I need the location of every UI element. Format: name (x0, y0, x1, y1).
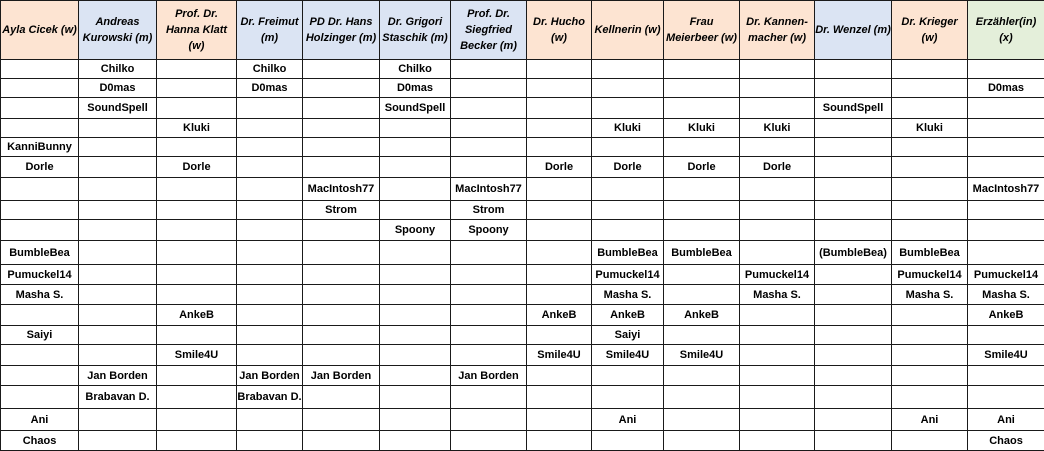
table-cell (380, 241, 451, 265)
table-cell (892, 60, 968, 79)
table-cell (380, 119, 451, 138)
table-cell (303, 157, 380, 178)
table-cell (157, 285, 237, 305)
table-cell (527, 178, 592, 201)
table-cell: D0mas (79, 79, 157, 98)
table-cell (303, 79, 380, 98)
table-cell: Masha S. (892, 285, 968, 305)
table-cell (79, 119, 157, 138)
table-cell: BumbleBea (892, 241, 968, 265)
table-cell: Chilko (237, 60, 303, 79)
table-cell: D0mas (968, 79, 1044, 98)
table-cell: AnkeB (968, 305, 1044, 326)
table-cell (815, 326, 892, 345)
table-cell (892, 345, 968, 366)
table-cell (380, 386, 451, 409)
table-row (1, 220, 1044, 241)
table-cell (527, 409, 592, 431)
table-cell (527, 326, 592, 345)
table-cell (664, 366, 740, 386)
table-cell (303, 60, 380, 79)
table-cell (815, 178, 892, 201)
table-row (1, 60, 1044, 79)
table-row (1, 409, 1044, 431)
table-cell: Chilko (79, 60, 157, 79)
table-cell (237, 220, 303, 241)
table-cell: Saiyi (1, 326, 79, 345)
table-cell (892, 157, 968, 178)
table-cell: Pumuckel14 (592, 265, 664, 285)
table-cell: Masha S. (968, 285, 1044, 305)
table-cell: Spoony (380, 220, 451, 241)
table-cell (157, 201, 237, 220)
table-cell (968, 60, 1044, 79)
table-cell (1, 60, 79, 79)
table-cell (527, 119, 592, 138)
table-cell (451, 157, 527, 178)
table-cell: Pumuckel14 (740, 265, 815, 285)
column-header: Kellnerin (w) (592, 1, 664, 60)
table-cell (380, 201, 451, 220)
table-cell (1, 366, 79, 386)
table-cell: Smile4U (592, 345, 664, 366)
table-row (1, 345, 1044, 366)
table-cell: AnkeB (157, 305, 237, 326)
table-cell (968, 98, 1044, 119)
table-cell: Kluki (592, 119, 664, 138)
table-cell (815, 305, 892, 326)
table-cell (592, 386, 664, 409)
table-cell (1, 305, 79, 326)
table-cell (380, 157, 451, 178)
table-cell (451, 138, 527, 157)
table-cell (527, 201, 592, 220)
table-cell (157, 386, 237, 409)
table-row (1, 386, 1044, 409)
table-cell: Masha S. (1, 285, 79, 305)
table-cell: Dorle (664, 157, 740, 178)
table-cell: D0mas (237, 79, 303, 98)
table-cell (815, 345, 892, 366)
table-cell (664, 98, 740, 119)
table-cell (815, 366, 892, 386)
table-cell: Masha S. (592, 285, 664, 305)
table-cell (79, 265, 157, 285)
table-cell (968, 386, 1044, 409)
table-cell (815, 157, 892, 178)
table-cell (157, 79, 237, 98)
table-cell (303, 265, 380, 285)
table-row (1, 366, 1044, 386)
table-body (1, 60, 1044, 451)
table-cell (79, 157, 157, 178)
table-cell (157, 366, 237, 386)
table-cell: Dorle (527, 157, 592, 178)
table-cell (237, 138, 303, 157)
column-header: Dr. Grigori Staschik (m) (380, 1, 451, 60)
table-cell (79, 305, 157, 326)
table-cell (237, 305, 303, 326)
table-cell (451, 305, 527, 326)
table-cell (527, 60, 592, 79)
table-cell: Kluki (157, 119, 237, 138)
table-cell: Brabavan D. (79, 386, 157, 409)
table-row (1, 265, 1044, 285)
table-cell (157, 220, 237, 241)
table-cell (815, 285, 892, 305)
table-cell: D0mas (380, 79, 451, 98)
table-cell (664, 178, 740, 201)
table-cell (968, 157, 1044, 178)
table-cell: SoundSpell (380, 98, 451, 119)
table-cell: BumbleBea (592, 241, 664, 265)
table-cell (451, 60, 527, 79)
table-cell (592, 178, 664, 201)
table-cell (380, 366, 451, 386)
table-cell (157, 409, 237, 431)
table-cell (664, 79, 740, 98)
table-cell (237, 326, 303, 345)
table-cell (303, 285, 380, 305)
table-cell (815, 409, 892, 431)
table-cell (527, 138, 592, 157)
table-cell (592, 201, 664, 220)
table-cell (1, 220, 79, 241)
table-cell: Pumuckel14 (1, 265, 79, 285)
table-cell: Pumuckel14 (892, 265, 968, 285)
table-cell: Dorle (1, 157, 79, 178)
table-cell (892, 386, 968, 409)
table-cell (527, 265, 592, 285)
table-row (1, 201, 1044, 220)
table-cell: Ani (1, 409, 79, 431)
table-cell (451, 119, 527, 138)
table-cell (237, 201, 303, 220)
table-cell (664, 60, 740, 79)
table-cell (157, 138, 237, 157)
table-cell (380, 138, 451, 157)
table-cell (380, 285, 451, 305)
table-cell (664, 201, 740, 220)
table-cell (79, 326, 157, 345)
table-cell (527, 241, 592, 265)
table-row (1, 119, 1044, 138)
table-cell (380, 178, 451, 201)
table-cell (451, 265, 527, 285)
table-cell (740, 345, 815, 366)
table-row (1, 157, 1044, 178)
table-cell (592, 98, 664, 119)
table-cell (157, 60, 237, 79)
table-cell: MacIntosh77 (303, 178, 380, 201)
table-cell (740, 79, 815, 98)
table-cell (380, 265, 451, 285)
table-cell (815, 220, 892, 241)
column-header: Dr. Hucho (w) (527, 1, 592, 60)
table-cell (664, 285, 740, 305)
table-cell: Ani (968, 409, 1044, 431)
table-cell: Kluki (664, 119, 740, 138)
table-cell (592, 220, 664, 241)
table-cell (1, 201, 79, 220)
column-header: Dr. Krieger (w) (892, 1, 968, 60)
table-cell (815, 265, 892, 285)
table-cell: Spoony (451, 220, 527, 241)
table-cell: Smile4U (157, 345, 237, 366)
table-cell: Dorle (592, 157, 664, 178)
header-row (1, 1, 1044, 60)
table-cell (303, 386, 380, 409)
table-cell: Jan Borden (79, 366, 157, 386)
table-cell: Ani (892, 409, 968, 431)
table-cell (237, 178, 303, 201)
table-cell: KanniBunny (1, 138, 79, 157)
table-cell (740, 201, 815, 220)
table-cell (968, 241, 1044, 265)
table-cell (527, 220, 592, 241)
table-cell (968, 220, 1044, 241)
table-cell: Dorle (157, 157, 237, 178)
table-cell (79, 138, 157, 157)
table-cell (527, 79, 592, 98)
table-cell (237, 265, 303, 285)
table-cell (79, 201, 157, 220)
table-cell (303, 119, 380, 138)
table-cell: Kluki (740, 119, 815, 138)
table-cell (303, 98, 380, 119)
table-cell (303, 305, 380, 326)
column-header: Dr. Wenzel (m) (815, 1, 892, 60)
table-cell (451, 345, 527, 366)
table-cell (237, 409, 303, 431)
column-header: Prof. Dr. Siegfried Becker (m) (451, 1, 527, 60)
table-cell (1, 345, 79, 366)
column-header: Dr. Freimut (m) (237, 1, 303, 60)
table-cell (740, 386, 815, 409)
table-cell (664, 326, 740, 345)
table-cell: Kluki (892, 119, 968, 138)
table-cell: Jan Borden (451, 366, 527, 386)
table-cell (79, 178, 157, 201)
table-row (1, 241, 1044, 265)
table-cell (527, 386, 592, 409)
table-cell (303, 138, 380, 157)
table-cell: BumbleBea (664, 241, 740, 265)
table-cell (892, 366, 968, 386)
table-cell (740, 98, 815, 119)
table-row (1, 98, 1044, 119)
table-cell (892, 79, 968, 98)
table-cell: Jan Borden (303, 366, 380, 386)
table-cell (664, 138, 740, 157)
table-cell (592, 79, 664, 98)
table-cell (592, 138, 664, 157)
table-cell (157, 241, 237, 265)
table-cell (1, 178, 79, 201)
table-cell (303, 409, 380, 431)
table-cell: Chaos (1, 431, 79, 451)
table-cell (592, 366, 664, 386)
table-cell (157, 98, 237, 119)
table-cell (968, 366, 1044, 386)
table-cell: MacIntosh77 (451, 178, 527, 201)
table-cell (968, 138, 1044, 157)
table-cell: AnkeB (664, 305, 740, 326)
column-header: Frau Meierbeer (w) (664, 1, 740, 60)
table-cell (740, 366, 815, 386)
table-cell: Strom (451, 201, 527, 220)
table-row (1, 285, 1044, 305)
table-cell (79, 345, 157, 366)
table-cell (892, 305, 968, 326)
table-cell (740, 178, 815, 201)
table-cell: Chilko (380, 60, 451, 79)
table-cell (527, 285, 592, 305)
table-cell (892, 178, 968, 201)
table-cell (968, 201, 1044, 220)
table-cell (815, 60, 892, 79)
table-cell (740, 409, 815, 431)
column-header: Erzähler(in) (x) (968, 1, 1044, 60)
table-cell (79, 220, 157, 241)
table-cell (664, 220, 740, 241)
table-cell (740, 60, 815, 79)
table-cell: AnkeB (592, 305, 664, 326)
table-cell (303, 241, 380, 265)
table-cell (380, 326, 451, 345)
column-header: PD Dr. Hans Holzinger (m) (303, 1, 380, 60)
table-cell (664, 386, 740, 409)
table-cell (1, 386, 79, 409)
table-cell: Brabavan D. (237, 386, 303, 409)
table-row (1, 79, 1044, 98)
column-header: Andreas Kurowski (m) (79, 1, 157, 60)
table-cell: Saiyi (592, 326, 664, 345)
table-cell (1, 79, 79, 98)
table-cell (592, 60, 664, 79)
table-cell (815, 201, 892, 220)
table-cell (237, 157, 303, 178)
table-cell: (BumbleBea) (815, 241, 892, 265)
table-cell: AnkeB (527, 305, 592, 326)
table-cell (451, 241, 527, 265)
table-cell (740, 305, 815, 326)
table-cell (892, 326, 968, 345)
column-header: Dr. Kannen-macher (w) (740, 1, 815, 60)
table-cell: Jan Borden (237, 366, 303, 386)
table-cell: SoundSpell (79, 98, 157, 119)
table-cell (157, 178, 237, 201)
table-cell: Dorle (740, 157, 815, 178)
table-cell (451, 409, 527, 431)
table-cell (451, 79, 527, 98)
table-cell (968, 326, 1044, 345)
table-cell (664, 409, 740, 431)
table-cell (451, 326, 527, 345)
table-cell (237, 98, 303, 119)
table-cell (1, 119, 79, 138)
table-cell (740, 220, 815, 241)
table-cell (380, 305, 451, 326)
table-cell (815, 79, 892, 98)
table-cell: Ani (592, 409, 664, 431)
table-cell (892, 201, 968, 220)
table-cell (303, 220, 380, 241)
table-row (1, 305, 1044, 326)
table-cell (527, 98, 592, 119)
table-cell (79, 285, 157, 305)
table-cell (740, 326, 815, 345)
table-cell (892, 98, 968, 119)
column-header: Ayla Cicek (w) (1, 1, 79, 60)
table-cell (815, 386, 892, 409)
table-cell: Chaos (968, 431, 1044, 451)
table-cell (892, 220, 968, 241)
table-cell: Smile4U (664, 345, 740, 366)
table-cell (1, 98, 79, 119)
table-cell (237, 119, 303, 138)
table-cell (527, 366, 592, 386)
table-cell: Smile4U (968, 345, 1044, 366)
table-row (1, 138, 1044, 157)
table-cell (451, 285, 527, 305)
table-cell (303, 345, 380, 366)
table-cell (892, 138, 968, 157)
table-cell: Pumuckel14 (968, 265, 1044, 285)
table-cell (303, 326, 380, 345)
table-cell: SoundSpell (815, 98, 892, 119)
table-cell (740, 138, 815, 157)
table-cell (451, 98, 527, 119)
table-cell: BumbleBea (1, 241, 79, 265)
table-row (1, 326, 1044, 345)
table-cell (815, 138, 892, 157)
table-cell (451, 386, 527, 409)
table-cell (664, 265, 740, 285)
column-header: Prof. Dr. Hanna Klatt (w) (157, 1, 237, 60)
table-cell (79, 409, 157, 431)
table-cell (815, 119, 892, 138)
table-cell: Masha S. (740, 285, 815, 305)
table-cell (237, 241, 303, 265)
table-cell: Smile4U (527, 345, 592, 366)
table-row (1, 178, 1044, 201)
table-cell (380, 345, 451, 366)
table-cell (968, 119, 1044, 138)
table-cell (157, 326, 237, 345)
table-cell (740, 241, 815, 265)
table-cell (380, 409, 451, 431)
table-cell: MacIntosh77 (968, 178, 1044, 201)
table-cell (237, 345, 303, 366)
table-cell (79, 241, 157, 265)
table-cell: Strom (303, 201, 380, 220)
table-cell (157, 265, 237, 285)
table-cell (237, 285, 303, 305)
